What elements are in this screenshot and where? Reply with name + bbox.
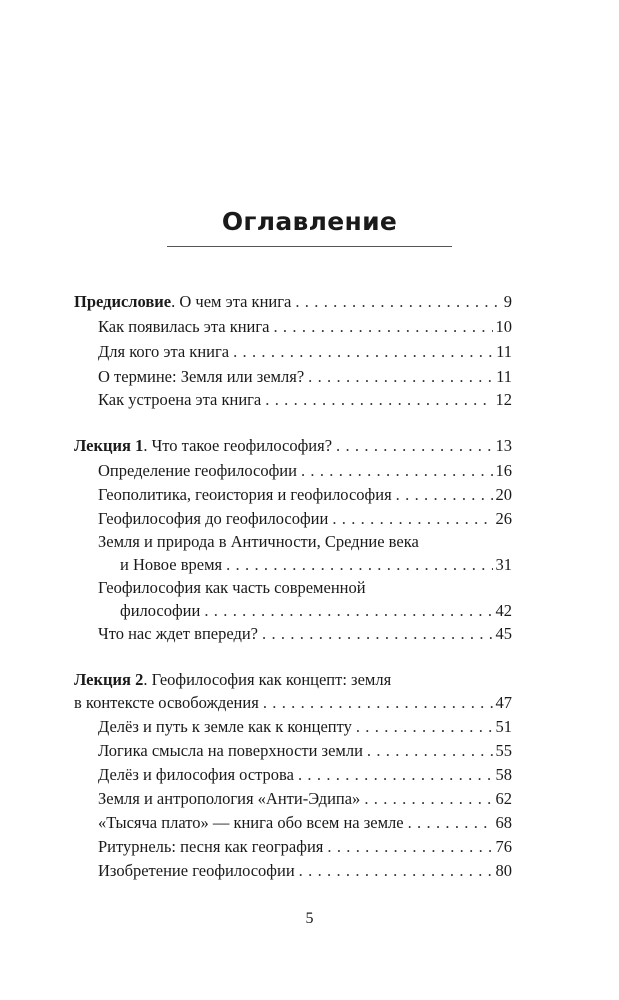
toc-entry[interactable] xyxy=(98,507,512,531)
title-divider xyxy=(167,246,452,247)
page-ref: 45 xyxy=(495,624,512,643)
toc-entry-label: Делёз и философия острова xyxy=(98,765,294,784)
dot-leader xyxy=(396,483,493,507)
dot-leader xyxy=(298,763,493,787)
toc-entry-label: Геофилософия до геофилософии xyxy=(98,509,329,528)
dot-leader xyxy=(356,715,493,739)
page-ref: 58 xyxy=(495,765,512,784)
page-title: Оглавление xyxy=(221,207,398,236)
toc-entry[interactable] xyxy=(98,835,512,859)
dot-leader xyxy=(299,859,493,883)
page-ref: 16 xyxy=(495,461,512,480)
page-ref: 11 xyxy=(496,367,512,386)
toc-entry[interactable] xyxy=(98,622,512,646)
page-ref: 68 xyxy=(495,813,512,832)
page-ref: 76 xyxy=(495,837,512,856)
toc-entry-label: Изобретение геофилософии xyxy=(98,861,295,880)
dot-leader xyxy=(226,553,492,577)
toc-entry[interactable] xyxy=(98,483,512,507)
toc-entry-label: Определение геофилософии xyxy=(98,461,297,480)
dot-leader xyxy=(265,388,492,412)
toc-entry-label: философии xyxy=(120,601,201,620)
toc-entry[interactable] xyxy=(74,691,512,715)
lecture-2-subtitle: . Геофилософия как концепт: земля xyxy=(143,670,392,689)
lecture-2-subtitle-line2: в контексте освобождения xyxy=(74,693,259,712)
toc-entry[interactable] xyxy=(98,340,512,364)
toc-entry-preface[interactable] xyxy=(74,290,512,314)
toc-entry[interactable] xyxy=(98,315,512,339)
dot-leader xyxy=(308,365,493,389)
toc-entry[interactable] xyxy=(98,715,512,739)
dot-leader xyxy=(204,599,492,623)
toc-entry-label: О термине: Земля или земля? xyxy=(98,367,305,386)
toc-entry-label: Земля и антропология «Анти-Эдипа» xyxy=(98,789,361,808)
toc-entry[interactable] xyxy=(98,459,512,483)
page-ref: 62 xyxy=(495,789,512,808)
lecture-1-heading: Лекция 1 xyxy=(74,436,144,455)
toc-entry-label: Что нас ждет впереди? xyxy=(98,624,258,643)
page-number: 5 xyxy=(305,910,314,927)
page-ref: 42 xyxy=(495,601,512,620)
toc-entry[interactable] xyxy=(120,599,512,623)
dot-leader xyxy=(301,459,493,483)
page-ref: 9 xyxy=(503,292,512,311)
page-ref: 51 xyxy=(495,717,512,736)
toc-entry-label: Ритурнель: песня как география xyxy=(98,837,324,856)
preface-heading: Предисловие xyxy=(74,292,172,311)
dot-leader xyxy=(263,691,493,715)
toc-entry[interactable] xyxy=(98,365,512,389)
toc-entry-label: и Новое время xyxy=(120,555,223,574)
preface-subtitle: . О чем эта книга xyxy=(171,292,292,311)
page-ref: 10 xyxy=(495,317,512,336)
page-ref: 12 xyxy=(495,390,512,409)
toc-entry-lecture-1[interactable] xyxy=(74,434,512,458)
toc-entry-label: Геополитика, геоистория и геофилософия xyxy=(98,485,392,504)
toc-entry[interactable] xyxy=(98,739,512,763)
toc-entry[interactable] xyxy=(98,859,512,883)
toc-entry[interactable] xyxy=(98,811,512,835)
toc-entry-label-line[interactable]: Геофилософия как часть современной xyxy=(98,578,366,597)
dot-leader xyxy=(273,315,492,339)
page-ref: 47 xyxy=(495,693,512,712)
page-ref: 55 xyxy=(495,741,512,760)
page-ref: 11 xyxy=(496,342,512,361)
page-ref: 80 xyxy=(495,861,512,880)
page-ref: 31 xyxy=(495,555,512,574)
page-ref: 26 xyxy=(495,509,512,528)
dot-leader xyxy=(295,290,500,314)
toc-entry-label-line[interactable]: Земля и природа в Античности, Средние века xyxy=(98,532,419,551)
toc-entry-label: Для кого эта книга xyxy=(98,342,230,361)
toc-entry-label: Логика смысла на поверхности земли xyxy=(98,741,363,760)
toc-entry-label: Делёз и путь к земле как к концепту xyxy=(98,717,352,736)
dot-leader xyxy=(233,340,493,364)
dot-leader xyxy=(332,507,492,531)
dot-leader xyxy=(367,739,493,763)
dot-leader xyxy=(364,787,492,811)
page-ref: 13 xyxy=(495,436,512,455)
toc-entry-lecture-2[interactable] xyxy=(74,668,391,692)
toc-entry-label: «Тысяча плато» — книга обо всем на земле xyxy=(98,813,404,832)
lecture-2-heading: Лекция 2 xyxy=(74,670,144,689)
dot-leader xyxy=(327,835,492,859)
dot-leader xyxy=(408,811,493,835)
lecture-1-subtitle: . Что такое геофилософия? xyxy=(143,436,333,455)
toc-entry-label: Как появилась эта книга xyxy=(98,317,270,336)
toc-entry[interactable] xyxy=(120,553,512,577)
dot-leader xyxy=(262,622,493,646)
toc-entry[interactable] xyxy=(98,388,512,412)
toc-entry-label: Как устроена эта книга xyxy=(98,390,262,409)
toc-entry[interactable] xyxy=(98,763,512,787)
toc-entry[interactable] xyxy=(98,787,512,811)
dot-leader xyxy=(336,434,492,458)
page-ref: 20 xyxy=(495,485,512,504)
